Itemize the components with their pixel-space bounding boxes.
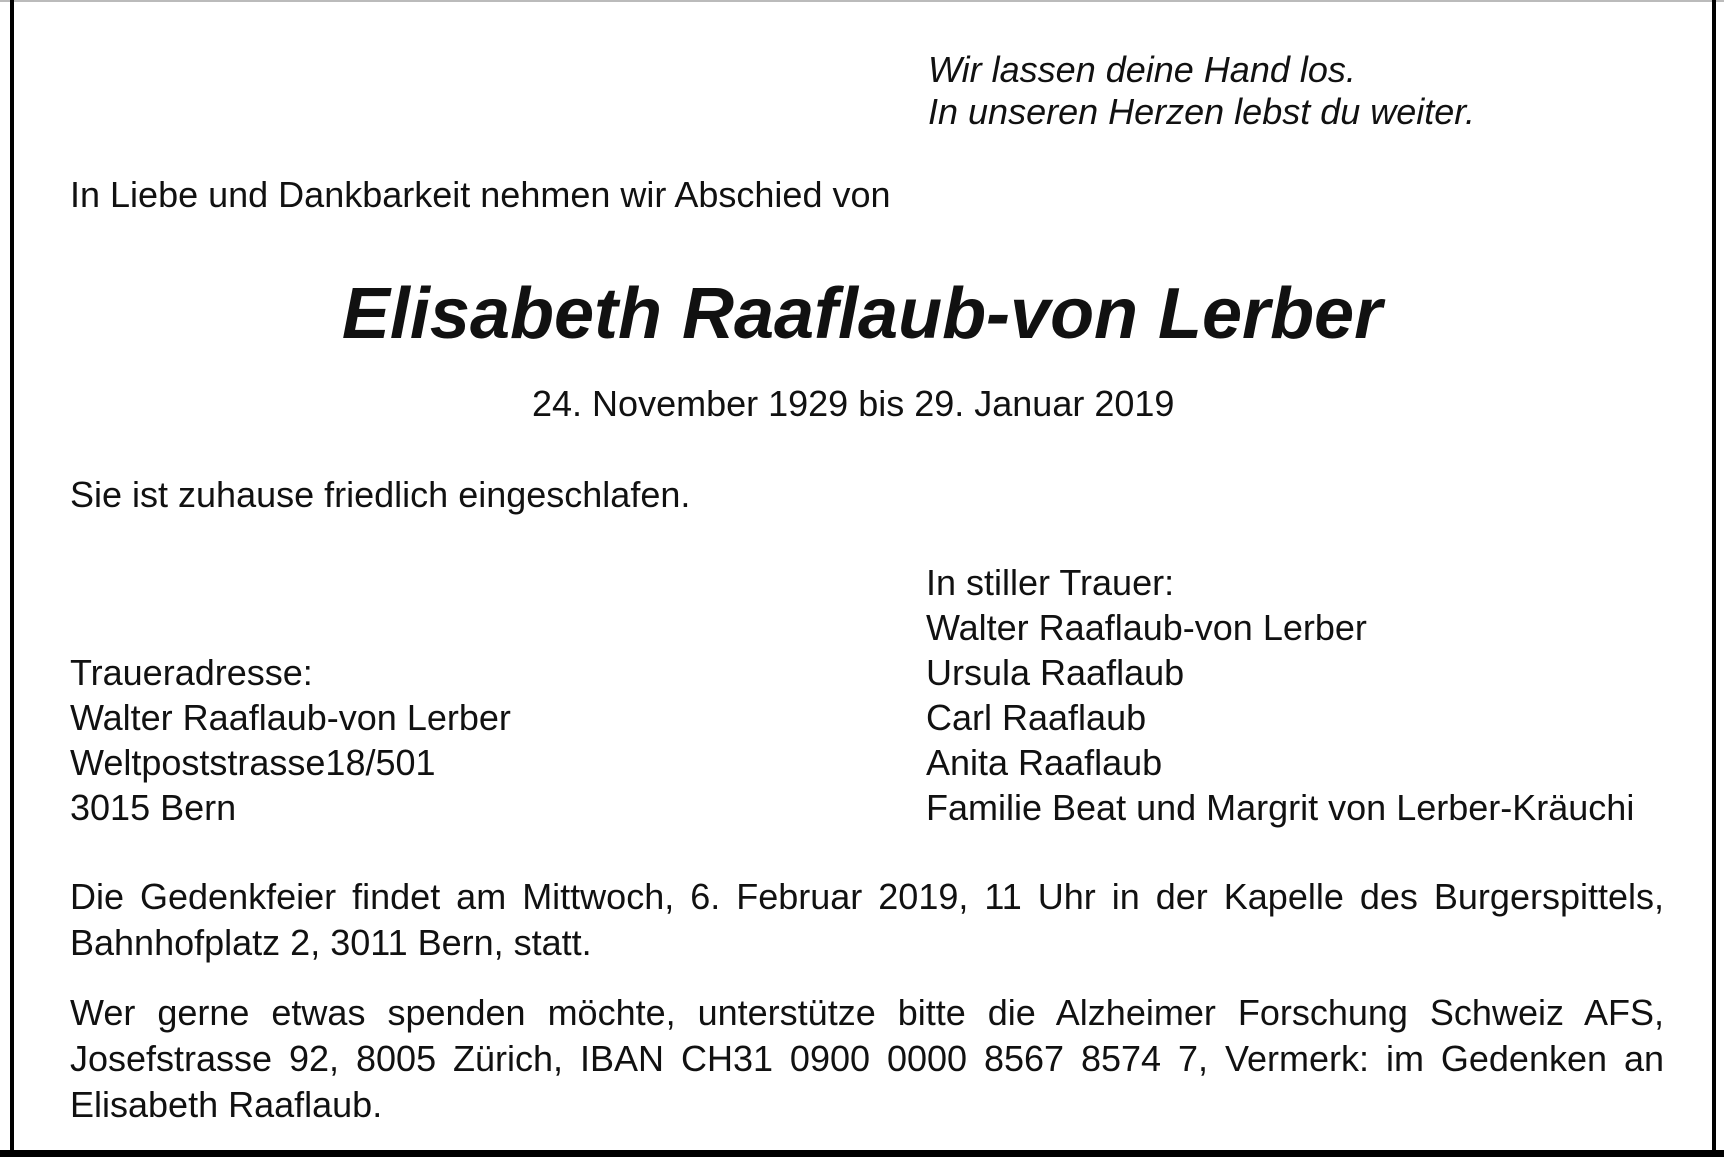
frame-left-border bbox=[10, 0, 14, 1157]
motto-quote bbox=[928, 49, 1475, 133]
frame-bottom-border bbox=[0, 1150, 1724, 1157]
address-street: Weltpoststrasse18/501 bbox=[70, 742, 436, 783]
mourner-name: Walter Raaflaub-von Lerber bbox=[926, 607, 1367, 648]
mourner-name: Carl Raaflaub bbox=[926, 697, 1147, 738]
address-heading: Traueradresse: bbox=[70, 652, 313, 693]
passing-note: Sie ist zuhause friedlich eingeschlafen. bbox=[70, 474, 691, 515]
motto-line-1: Wir lassen deine Hand los. bbox=[928, 49, 1356, 90]
deceased-name: Elisabeth Raaflaub-von Lerber bbox=[341, 274, 1383, 354]
donation-paragraph: Wer gerne etwas spenden möchte, unterstütze bitte die Alzheimer Forschung Schweiz AFS, Josefstrasse 92, 8005 Zürich, IBAN CH31 0900 0000 8567 8574 7, Vermerk: im Gedenken an Elisabeth Raaflaub. bbox=[70, 992, 1664, 1125]
frame-top-border bbox=[0, 0, 1724, 2]
mourner-name: Familie Beat und Margrit von Lerber-Kräuchi bbox=[926, 787, 1635, 828]
mourner-name: Ursula Raaflaub bbox=[926, 652, 1185, 693]
address-city: 3015 Bern bbox=[70, 787, 237, 828]
ceremony-paragraph: Die Gedenkfeier findet am Mittwoch, 6. Februar 2019, 11 Uhr in der Kapelle des Burgerspittels, Bahnhofplatz 2, 3011 Bern, statt. bbox=[70, 876, 1664, 963]
intro-text: In Liebe und Dankbarkeit nehmen wir Abschied von bbox=[70, 174, 891, 215]
mourning-address bbox=[70, 650, 511, 830]
address-name: Walter Raaflaub-von Lerber bbox=[70, 697, 511, 738]
frame-right-border bbox=[1712, 0, 1716, 1157]
mourner-name: Anita Raaflaub bbox=[926, 742, 1163, 783]
mourners-list bbox=[926, 560, 1634, 830]
mourners-heading: In stiller Trauer: bbox=[926, 562, 1175, 603]
life-dates-text: 24. November 1929 bis 29. Januar 2019 bbox=[532, 383, 1175, 424]
motto-line-2: In unseren Herzen lebst du weiter. bbox=[928, 91, 1475, 132]
